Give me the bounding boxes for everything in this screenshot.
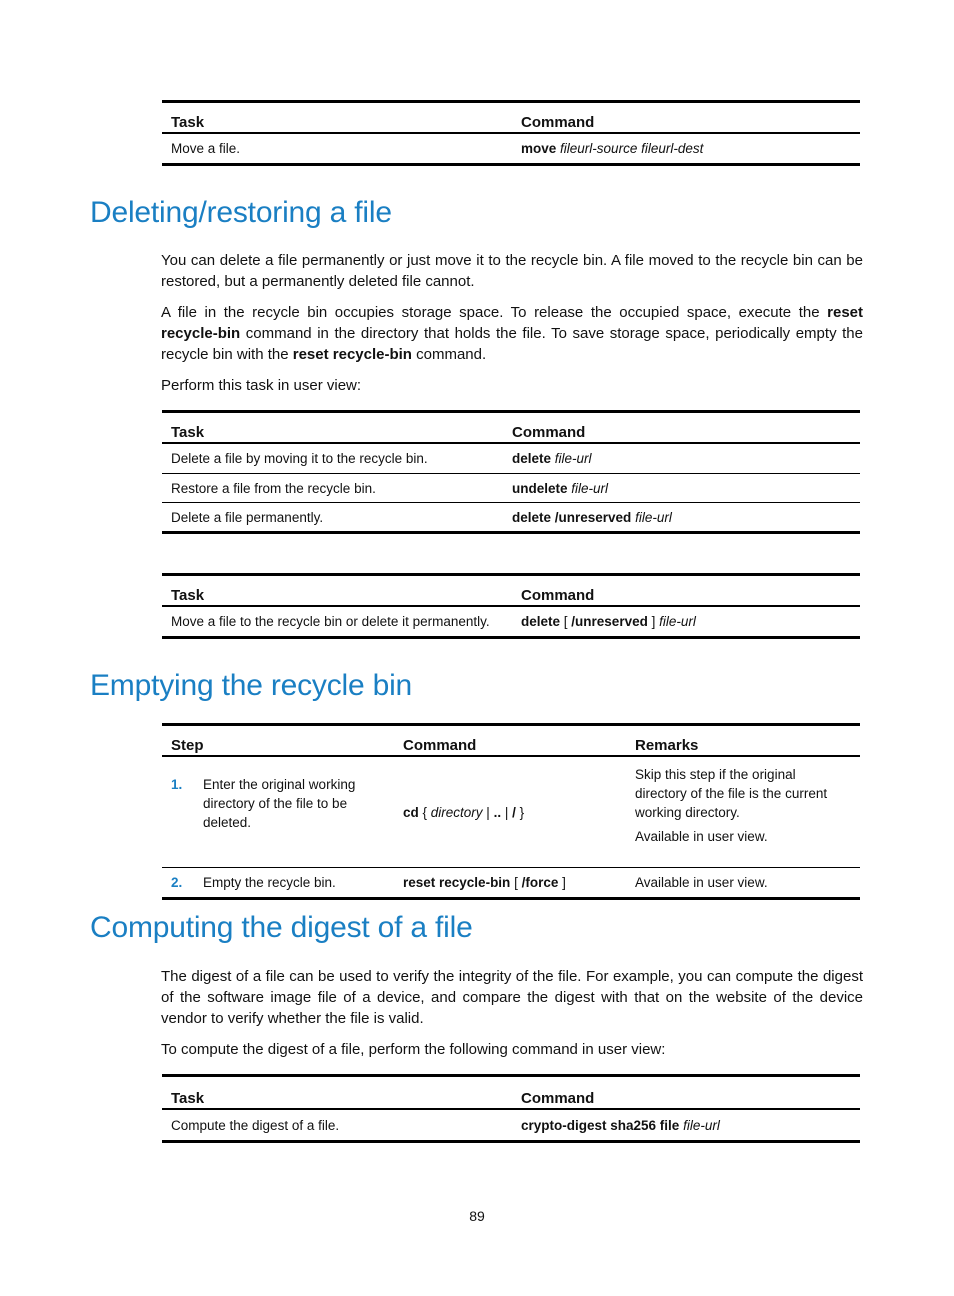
table-header-task: Task [162,575,512,607]
command-argument: file-url [554,451,592,466]
table-row [162,868,860,899]
paragraph: The digest of a file can be used to verify the integrity of the file. For example, you can compute the digest of the software image file of a device, and compare the digest with that on the website of the device vendor to verify whether the file is valid. [161,968,863,1027]
section-title-deleting: Deleting/restoring a file [90,196,392,229]
task-cell: Compute the digest of a file. [162,1109,512,1142]
empty-recycle-bin-table [162,723,860,900]
table-header-command: Command [394,725,626,757]
paragraph: To compute the digest of a file, perform the following command in user view: [161,1041,666,1058]
paragraph: Perform this task in user view: [161,377,362,394]
command-keyword: undelete [512,480,568,496]
section-title-digest: Computing the digest of a file [90,911,473,944]
table-row [162,133,860,165]
remark-text: Skip this step if the original directory of the file is the current working directory. [635,767,828,820]
command-argument: file-url [683,1117,720,1133]
step-text: Enter the original working directory of the file to be deleted. [203,777,356,830]
table-header-remarks: Remarks [626,725,860,757]
table-row [162,756,860,868]
delete-restore-table [162,410,860,534]
table-header-command: Command [512,102,860,134]
task-cell: Restore a file from the recycle bin. [162,474,503,503]
remarks-cell [626,756,860,868]
command-cell [512,1109,860,1142]
command-keyword: crypto-digest sha256 file [521,1117,680,1133]
step-cell [162,868,394,899]
move-or-delete-table [162,573,860,639]
task-cell: Move a file to the recycle bin or delete it permanently. [162,606,512,638]
page-number: 89 [469,1208,485,1224]
command-cell [503,443,860,474]
step-number: 2. [171,875,183,890]
command-keyword: delete [512,451,552,466]
table-header-task: Task [162,412,503,444]
table-row [162,606,860,638]
command-cell [512,133,860,165]
command-cell [503,503,860,533]
table-header-command: Command [503,412,860,444]
command-argument: file-url [635,509,672,525]
command-argument: fileurl-source fileurl-dest [560,141,704,156]
command-cell: reset recycle-bin [ /force ] [394,868,626,899]
table-header-task: Task [162,102,512,134]
step-text: Empty the recycle bin. [203,875,336,890]
move-file-table [162,100,860,166]
table-header-command: Command [512,1076,860,1110]
command-cell: cd { directory | .. | / } [394,756,626,868]
command-keyword: move [521,141,557,156]
table-row [162,474,860,503]
command-cell: delete [ /unreserved ] file-url [512,606,860,638]
command-keyword: delete /unreserved [512,509,632,525]
table-header-task: Task [162,1076,512,1110]
paragraph: A file in the recycle bin occupies storage space. To release the occupied space, execute the reset recycle-bin command in the directory that holds the file. To save storage space, periodically empty the recycle bin with the reset recycle-bin command. [161,304,863,363]
command-cell [503,474,860,503]
table-row [162,1109,860,1142]
section-title-emptying: Emptying the recycle bin [90,669,413,702]
table-header-step: Step [162,725,394,757]
table-row [162,503,860,533]
table-row [162,443,860,474]
task-cell: Delete a file permanently. [162,503,503,533]
task-cell: Move a file. [162,133,512,165]
digest-table [162,1074,860,1143]
table-header-command: Command [512,575,860,607]
step-cell [162,756,394,868]
remarks-cell: Available in user view. [626,868,860,899]
paragraph: You can delete a file permanently or just move it to the recycle bin. A file moved to the recycle bin can be restored, but a permanently deleted file cannot. [161,252,863,290]
step-number: 1. [171,777,183,792]
task-cell: Delete a file by moving it to the recycle bin. [162,443,503,474]
remark-text: Available in user view. [635,829,768,844]
command-argument: file-url [571,480,609,496]
